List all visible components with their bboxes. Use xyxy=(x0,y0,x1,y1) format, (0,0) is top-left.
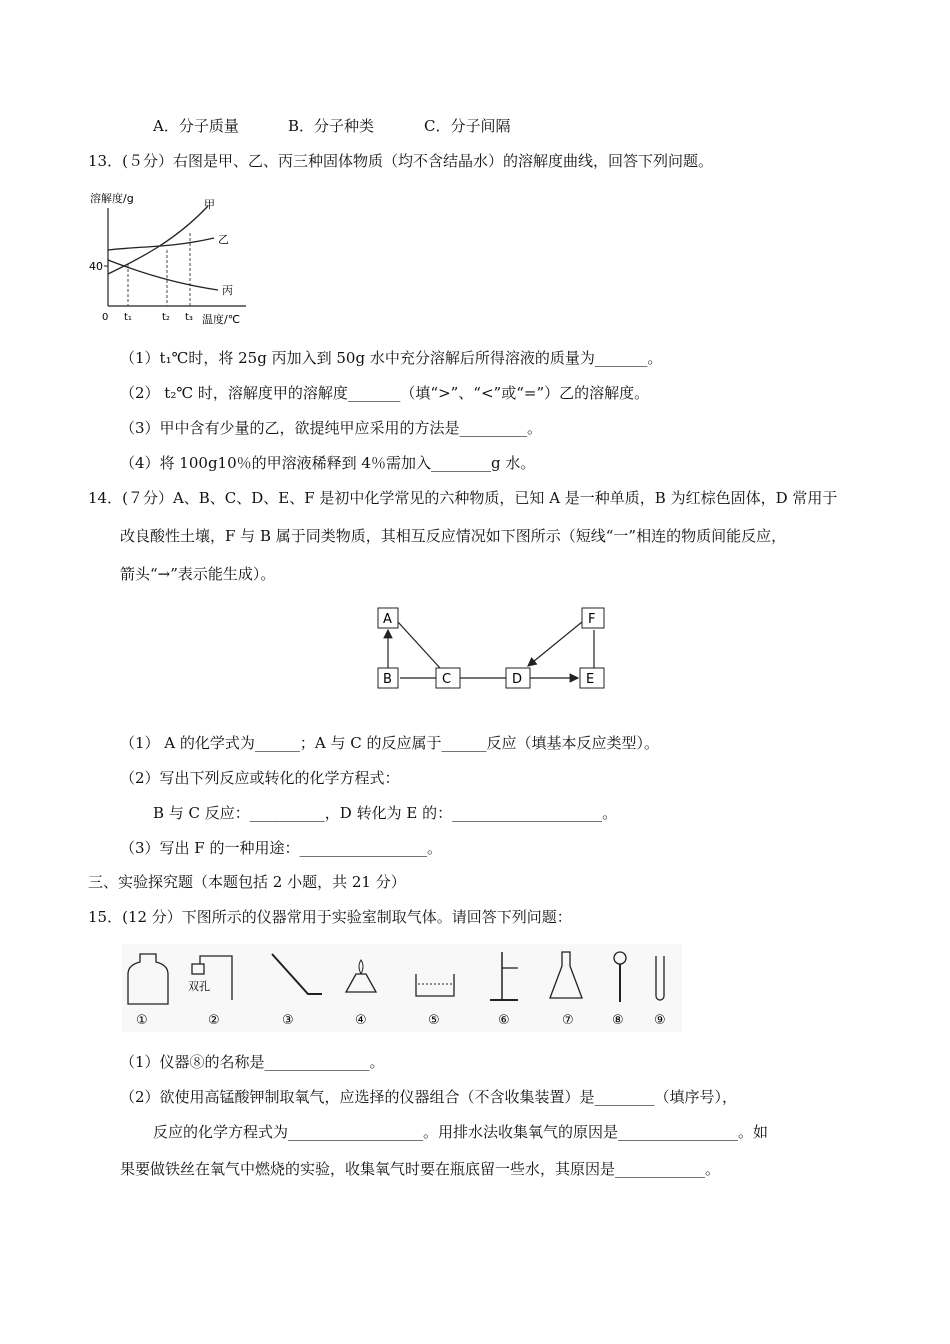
apparatus-figure xyxy=(122,944,682,1032)
node-c: C xyxy=(442,672,452,687)
node-f: F xyxy=(588,612,596,627)
chart-ylabel: 溶解度/g xyxy=(90,192,134,205)
q14-sub2: （2）写出下列反应或转化的化学方程式： xyxy=(120,769,400,787)
arrow-f-to-d xyxy=(528,622,582,666)
q15-sub2: （2）欲使用高锰酸钾制取氧气，应选择的仪器组合（不含收集装置）是________（填序号）， xyxy=(120,1088,738,1106)
q13-sub4: （4）将 100g10％的甲溶液稀释到 4％需加入________g 水。 xyxy=(120,454,536,472)
equip-num-8: ⑧ xyxy=(612,1013,624,1028)
node-b: B xyxy=(383,672,392,687)
tick-t2: t₂ xyxy=(162,312,170,323)
equip-label-double-hole: 双孔 xyxy=(188,980,210,993)
q13-sub2: （2） t₂℃ 时，溶解度甲的溶解度_______（填“>”、“<”或“=”）乙的溶解度。 xyxy=(120,384,650,402)
option-c: C．分子间隔 xyxy=(424,117,511,135)
q14-sub2b: B 与 C 反应：__________，D 转化为 E 的：____________________。 xyxy=(153,804,618,822)
chart-xlabel: 温度/℃ xyxy=(202,313,241,326)
q15-stem: 15．(12 分）下图所示的仪器常用于实验室制取气体。请回答下列问题： xyxy=(88,908,572,926)
option-a: A．分子质量 xyxy=(153,117,239,135)
equip-num-3: ③ xyxy=(282,1013,294,1028)
label-yi: 乙 xyxy=(218,233,229,246)
tick-t3: t₃ xyxy=(185,312,193,323)
q15-sub1: （1）仪器⑧的名称是______________。 xyxy=(120,1053,385,1071)
q15-sub2c: 果要做铁丝在氧气中燃烧的实验，收集氧气时要在瓶底留一些水，其原因是____________。 xyxy=(120,1160,721,1178)
q15-sub2b: 反应的化学方程式为__________________。用排水法收集氧气的原因是________________。如 xyxy=(153,1123,769,1141)
label-bing: 丙 xyxy=(222,284,233,297)
q13-sub1: （1）t₁℃时，将 25g 丙加入到 50g 水中充分溶解后所得溶液的质量为_______。 xyxy=(120,349,663,367)
curve-bing xyxy=(108,260,218,290)
q14-sub3: （3）写出 F 的一种用途：_________________。 xyxy=(120,839,442,857)
equip-num-4: ④ xyxy=(355,1013,367,1028)
label-jia: 甲 xyxy=(204,198,215,211)
equip-num-7: ⑦ xyxy=(562,1013,574,1028)
equip-num-1: ① xyxy=(136,1013,148,1028)
equip-num-2: ② xyxy=(208,1013,220,1028)
relation-diagram xyxy=(368,598,618,698)
equip-num-9: ⑨ xyxy=(654,1013,666,1028)
q14-stem-line2: 改良酸性土壤，F 与 B 属于同类物质，其相互反应情况如下图所示（短线“一”相连的物质间能反应， xyxy=(120,527,787,545)
q13-sub3: （3）甲中含有少量的乙，欲提纯甲应采用的方法是_________。 xyxy=(120,419,543,437)
curve-yi xyxy=(108,238,214,250)
origin-label: 0 xyxy=(102,312,109,323)
link-a-c xyxy=(398,622,440,668)
q14-sub1: （1） A 的化学式为______；A 与 C 的反应属于______反应（填基本反应类型）。 xyxy=(120,734,660,752)
q13-stem: 13．(５分）右图是甲、乙、丙三种固体物质（均不含结晶水）的溶解度曲线，回答下列问题。 xyxy=(88,152,713,170)
q14-stem-line3: 箭头“→”表示能生成）。 xyxy=(120,565,276,583)
node-d: D xyxy=(512,672,523,687)
section3-heading: 三、实验探究题（本题包括 2 小题，共 21 分） xyxy=(88,873,406,891)
tick-t1: t₁ xyxy=(124,312,132,323)
node-a: A xyxy=(383,612,392,627)
option-b: B．分子种类 xyxy=(288,117,375,135)
equip-num-5: ⑤ xyxy=(428,1013,440,1028)
equip-num-6: ⑥ xyxy=(498,1013,510,1028)
solubility-chart xyxy=(86,188,256,328)
node-e: E xyxy=(586,672,595,687)
curve-jia xyxy=(108,206,208,274)
y-tick-label: 40 xyxy=(89,260,103,273)
q14-stem-line1: 14．(７分）A、B、C、D、E、F 是初中化学常见的六种物质，已知 A 是一种单质，B 为红棕色固体，D 常用于 xyxy=(88,489,838,507)
